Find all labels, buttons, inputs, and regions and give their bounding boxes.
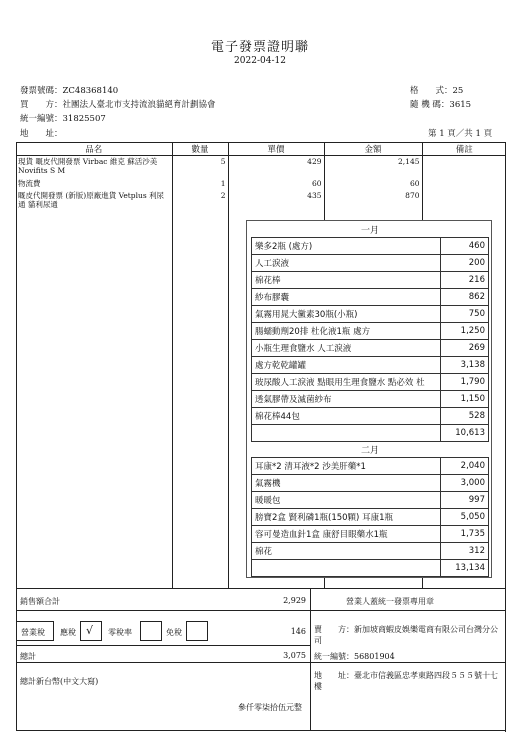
expense-value: 200 — [441, 255, 489, 272]
table-row — [252, 238, 489, 255]
expense-name: 樂多2瓶 (處方) — [252, 238, 441, 255]
expense-value: 2,040 — [441, 458, 489, 475]
buyer-address-label: 地 址： — [20, 129, 63, 139]
items-table — [16, 142, 506, 212]
expense-name: 玻尿酸人工淚液 點眼用生理食鹽水 點必效 杜 — [252, 374, 441, 391]
table-row — [16, 156, 506, 178]
table-row — [252, 509, 489, 526]
item-qty: 5 — [172, 156, 228, 178]
footer-top-rule — [16, 588, 506, 589]
footer-rule — [16, 645, 310, 646]
page-indicator: 第 1 頁／共 1 頁 — [428, 129, 493, 139]
random-code-field — [410, 98, 471, 110]
item-amount: 870 — [324, 190, 422, 212]
seller-tax-id-value: 56801904 — [354, 652, 395, 661]
seller-address-value: 臺北市信義區忠孝東路四段５５５號十七樓 — [314, 671, 498, 691]
random-code-label: 隨 機 碼： — [410, 100, 450, 110]
february-total-value: 13,134 — [441, 560, 489, 577]
total-value: 3,075 — [283, 651, 306, 660]
expense-name: 容可曼造血針1盒 康舒目眼藥水1瓶 — [252, 526, 441, 543]
buyer-tax-id-value: 31825507 — [62, 114, 106, 124]
month-january-label: 一月 — [360, 226, 379, 236]
buyer-field — [20, 98, 216, 110]
column-divider — [228, 142, 229, 588]
footer-rule — [16, 610, 506, 611]
table-row — [252, 255, 489, 272]
format-label: 格 式： — [410, 86, 453, 96]
item-price: 60 — [228, 178, 324, 190]
expense-name: 耳康*2 清耳液*2 沙美肝藥*1 — [252, 458, 441, 475]
january-total-row — [252, 425, 489, 442]
zero-rate-label: 零稅率 — [108, 628, 132, 637]
sales-total-value: 2,929 — [283, 596, 306, 605]
invoice-number-value: ZC48368140 — [62, 86, 119, 96]
expense-value: 3,138 — [441, 357, 489, 374]
item-qty: 1 — [172, 178, 228, 190]
table-row — [252, 340, 489, 357]
expense-value: 1,250 — [441, 323, 489, 340]
expense-value: 862 — [441, 289, 489, 306]
table-row — [252, 323, 489, 340]
expense-value: 460 — [441, 238, 489, 255]
expense-value: 1,150 — [441, 391, 489, 408]
total-in-words: 參仟零柒拾伍元整 — [238, 703, 302, 712]
expense-value: 5,050 — [441, 509, 489, 526]
total-label: 總計 — [20, 652, 36, 661]
seller-field — [314, 624, 502, 646]
document-date: 2022-04-12 — [234, 56, 286, 66]
seller-value: 新加坡商蝦皮娛樂電商有限公司台灣分公司 — [314, 625, 498, 645]
expense-name: 氣霧機 — [252, 475, 441, 492]
table-row — [252, 357, 489, 374]
footer-divider — [310, 588, 311, 730]
footer-left-border — [16, 588, 17, 730]
footer-rule — [16, 662, 506, 663]
expense-name — [252, 425, 441, 442]
month-february-label: 二月 — [360, 446, 379, 456]
item-name: 物流費 — [18, 178, 41, 188]
table-row — [16, 190, 506, 212]
expense-summary-box — [246, 220, 492, 578]
seller-address-field — [314, 670, 502, 692]
expense-name: 透氣膠帶及滅菌紗布 — [252, 391, 441, 408]
items-header-row — [16, 143, 506, 156]
invoice-number-label: 發票號碼： — [20, 86, 63, 96]
expense-value: 269 — [441, 340, 489, 357]
document-title: 電子發票證明聯 — [210, 40, 309, 55]
table-right-border — [505, 142, 506, 732]
seller-tax-id-field — [314, 651, 395, 662]
february-total-row — [252, 560, 489, 577]
twd-total-label: 總計新台幣(中文大寫) — [20, 677, 99, 686]
expense-value: 997 — [441, 492, 489, 509]
expense-value: 750 — [441, 306, 489, 323]
table-row — [252, 391, 489, 408]
item-note — [422, 190, 506, 212]
expense-name: 人工淚液 — [252, 255, 441, 272]
format-value: 25 — [452, 86, 464, 96]
tax-type-label: 營業稅 — [21, 628, 45, 637]
format-field — [410, 84, 463, 96]
expense-value: 1,790 — [441, 374, 489, 391]
zero-rate-checkbox — [140, 621, 162, 641]
item-amount: 60 — [324, 178, 422, 190]
seller-tax-id-label: 統一編號： — [314, 652, 354, 661]
buyer-tax-id-field — [20, 112, 106, 124]
item-qty: 2 — [172, 190, 228, 212]
table-row — [252, 526, 489, 543]
column-divider — [172, 142, 173, 588]
expense-name: 處方乾乾罐罐 — [252, 357, 441, 374]
item-note — [422, 156, 506, 178]
tax-free-label: 免稅 — [166, 628, 182, 637]
expense-value: 528 — [441, 408, 489, 425]
tax-free-checkbox — [186, 621, 208, 641]
seller-address-label: 地 址： — [314, 671, 354, 680]
sales-total-label: 銷售額合計 — [20, 597, 60, 606]
check-mark-icon: √ — [86, 624, 94, 637]
table-row — [16, 178, 506, 190]
item-note — [422, 178, 506, 190]
expense-name: 小瓶生理食鹽水 人工淚液 — [252, 340, 441, 357]
item-name: 嘅皮代開發票 (新版)原廠進貨 Vetplus 利尿通 貓利尿通 — [18, 190, 165, 209]
expense-name: 棉花 — [252, 543, 441, 560]
item-price: 435 — [228, 190, 324, 212]
table-row — [252, 408, 489, 425]
buyer-tax-id-label: 統一編號： — [20, 114, 63, 124]
col-header-amount: 金額 — [324, 143, 422, 156]
expense-value: 216 — [441, 272, 489, 289]
january-total-value: 10,613 — [441, 425, 489, 442]
random-code-value: 3615 — [449, 100, 472, 110]
expense-name: 棉花棒 — [252, 272, 441, 289]
expense-value: 312 — [441, 543, 489, 560]
buyer-value: 社團法人臺北市支持流浪貓絕育計劃協會 — [62, 100, 216, 110]
taxable-label: 應稅 — [60, 628, 76, 637]
table-row — [252, 306, 489, 323]
expense-name: 膀寶2盒 賢利磷1瓶(150顆) 耳康1瓶 — [252, 509, 441, 526]
buyer-label: 買 方： — [20, 100, 63, 110]
january-expense-table — [251, 237, 489, 442]
expense-value: 1,735 — [441, 526, 489, 543]
expense-name: 紗布膠囊 — [252, 289, 441, 306]
expense-name: 氣霧用晁大黴素30瓶(小瓶) — [252, 306, 441, 323]
invoice-number — [20, 84, 118, 96]
tax-amount-value: 146 — [290, 627, 306, 636]
item-price: 429 — [228, 156, 324, 178]
expense-name: 腸蠕動劑20排 杜化液1瓶 處方 — [252, 323, 441, 340]
table-row — [252, 492, 489, 509]
table-row — [252, 272, 489, 289]
table-row — [252, 475, 489, 492]
item-amount: 2,145 — [324, 156, 422, 178]
february-expense-table — [251, 457, 489, 577]
col-header-name: 品名 — [16, 143, 172, 156]
item-name: 現貨 嘅皮代開發票 Virbac 維克 蘇活沙美 Novifits S M — [18, 157, 158, 175]
seller-label: 賣 方： — [314, 625, 354, 634]
table-left-border — [16, 142, 17, 588]
stamp-area-label: 營業人蓋統一發票專用章 — [346, 597, 434, 606]
col-header-qty: 數量 — [172, 143, 228, 156]
expense-value: 3,000 — [441, 475, 489, 492]
expense-name: 暖暖包 — [252, 492, 441, 509]
table-row — [252, 374, 489, 391]
expense-name — [252, 560, 441, 577]
table-row — [252, 289, 489, 306]
col-header-note: 備註 — [422, 143, 506, 156]
table-row — [252, 458, 489, 475]
expense-name: 棉花棒44包 — [252, 408, 441, 425]
col-header-price: 單價 — [228, 143, 324, 156]
table-row — [252, 543, 489, 560]
footer-bottom-rule — [16, 730, 506, 731]
